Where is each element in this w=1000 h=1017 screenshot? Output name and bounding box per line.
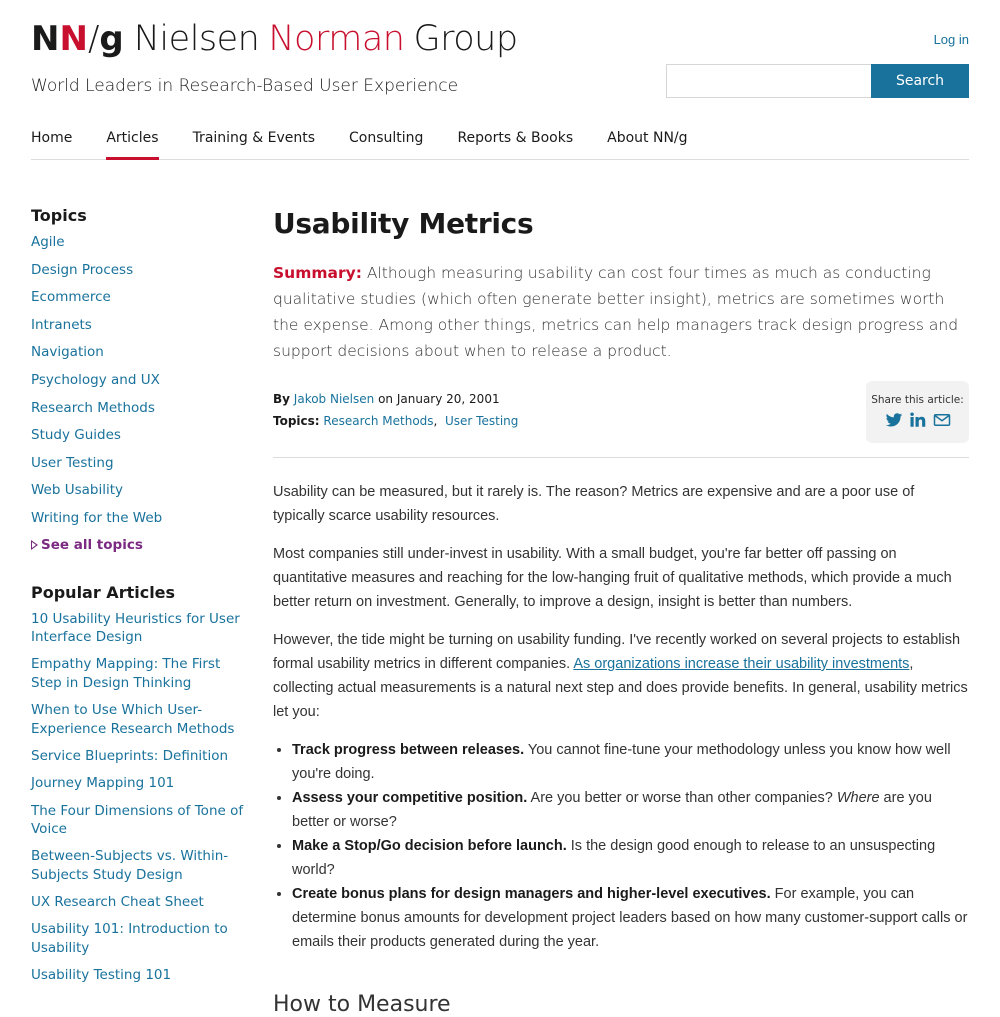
topic-link-research-methods[interactable]: Research Methods bbox=[31, 399, 155, 416]
topic-link-web-usability[interactable]: Web Usability bbox=[31, 482, 124, 499]
topic-link-writing-web[interactable]: Writing for the Web bbox=[31, 509, 163, 526]
see-all-topics-link[interactable]: See all topics bbox=[31, 537, 246, 553]
popular-article-link[interactable]: Service Blueprints: Definition bbox=[31, 747, 229, 764]
topic-link-user-testing[interactable]: User Testing bbox=[31, 454, 114, 471]
publish-date: on January 20, 2001 bbox=[374, 392, 500, 406]
logo-word-group: Group bbox=[413, 19, 518, 59]
topics-heading: Topics bbox=[31, 206, 87, 225]
topic-link-design-process[interactable]: Design Process bbox=[31, 261, 134, 278]
nav-item-reports-books[interactable]: Reports & Books bbox=[457, 130, 574, 146]
search-button[interactable]: Search bbox=[871, 64, 969, 98]
popular-article-link[interactable]: Usability Testing 101 bbox=[31, 967, 172, 984]
nav-item-about[interactable]: About NN/g bbox=[607, 130, 688, 146]
login-link[interactable]: Log in bbox=[933, 32, 969, 47]
site-logo[interactable] bbox=[31, 18, 527, 60]
summary-text: Although measuring usability can cost four times as much as conducting qualitative studies (which often generate better insight), metrics are sometimes worth the expense. Among other things, metrics can help managers track design progress and support decisions about when to release a product. bbox=[273, 264, 959, 360]
list-item: • Assess your competitive position. Are you better or worse than other companies? Where are you better or worse? bbox=[292, 786, 969, 834]
share-box bbox=[866, 381, 969, 443]
list-item: • Make a Stop/Go decision before launch. Is the design good enough to release to an unsuspecting world? bbox=[292, 834, 969, 882]
nav-item-training-events[interactable]: Training & Events bbox=[192, 130, 316, 146]
main-nav bbox=[31, 122, 969, 160]
topic-link-study-guides[interactable]: Study Guides bbox=[31, 427, 121, 444]
popular-article-link[interactable]: Usability 101: Introduction to Usability bbox=[31, 921, 228, 956]
paragraph-1: Usability can be measured, but it rarely is. The reason? Metrics are expensive and are a poor use of typically scarce usability resources. bbox=[273, 484, 915, 524]
metrics-benefits-list bbox=[273, 738, 969, 954]
article-topics: Topics: Research Methods, User Testing bbox=[273, 414, 519, 428]
article-title: Usability Metrics bbox=[273, 207, 534, 240]
article bbox=[273, 206, 969, 1017]
topic-link-ecommerce[interactable]: Ecommerce bbox=[31, 289, 111, 306]
paragraph-3: However, the tide might be turning on usability funding. I've recently worked on several projects to establish formal usability metrics in different companies. As organizations increase their usability investments, collecting actual measurements is a natural next step and does provide benefits. In general, usability metrics let you: bbox=[273, 632, 968, 720]
section-heading-how-to-measure: How to Measure bbox=[273, 992, 451, 1017]
topic-link-agile[interactable]: Agile bbox=[31, 234, 65, 250]
popular-article-link[interactable]: Between-Subjects vs. Within-Subjects Study Design bbox=[31, 848, 229, 883]
popular-article-link[interactable]: When to Use Which User-Experience Research Methods bbox=[31, 702, 235, 737]
byline: By Jakob Nielsen on January 20, 2001 bbox=[273, 392, 500, 406]
tagline: World Leaders in Research-Based User Experience bbox=[31, 76, 459, 96]
search-input[interactable] bbox=[666, 64, 872, 98]
share-label: Share this article: bbox=[871, 394, 964, 406]
logo-word-nielsen: Nielsen bbox=[133, 19, 260, 59]
topic-link-intranets[interactable]: Intranets bbox=[31, 316, 92, 333]
popular-article-link[interactable]: 10 Usability Heuristics for User Interface Design bbox=[31, 610, 240, 646]
summary-label: Summary: bbox=[273, 264, 362, 282]
nng-logo-mark: NN/g bbox=[31, 19, 124, 59]
topics-list bbox=[31, 233, 246, 527]
popular-articles-heading: Popular Articles bbox=[31, 582, 176, 602]
email-icon[interactable] bbox=[933, 411, 951, 429]
logo-word-norman: Norman bbox=[268, 19, 405, 59]
popular-article-link[interactable]: The Four Dimensions of Tone of Voice bbox=[31, 802, 244, 838]
divider bbox=[273, 457, 969, 458]
site-header bbox=[31, 18, 969, 108]
popular-article-link[interactable]: UX Research Cheat Sheet bbox=[31, 894, 204, 911]
topic-tag-research-methods[interactable]: Research Methods bbox=[323, 414, 434, 428]
linkedin-icon[interactable] bbox=[909, 411, 927, 429]
usability-investments-link[interactable]: As organizations increase their usability investments bbox=[573, 656, 910, 672]
article-summary bbox=[273, 260, 969, 364]
nav-item-articles[interactable]: Articles bbox=[106, 122, 158, 159]
author-link[interactable]: Jakob Nielsen bbox=[293, 392, 375, 406]
list-item: • Create bonus plans for design managers and higher-level executives. For example, you can determine bonus amounts for development project leaders based on how many customer-support calls or emails their products generated during the year. bbox=[292, 882, 969, 954]
list-item: • Track progress between releases. You cannot fine-tune your methodology unless you know how well you're doing. bbox=[292, 738, 969, 786]
triangle-right-icon bbox=[31, 540, 38, 550]
sidebar bbox=[31, 206, 246, 994]
article-meta bbox=[273, 388, 969, 450]
popular-articles-list bbox=[31, 610, 246, 985]
nav-item-consulting[interactable]: Consulting bbox=[349, 130, 424, 146]
topic-link-psychology-ux[interactable]: Psychology and UX bbox=[31, 371, 160, 388]
popular-article-link[interactable]: Journey Mapping 101 bbox=[31, 775, 175, 792]
twitter-icon[interactable] bbox=[885, 411, 903, 429]
topic-tag-user-testing[interactable]: User Testing bbox=[445, 414, 519, 428]
paragraph-2: Most companies still under-invest in usability. With a small budget, you're far better off passing on quantitative measures and reaching for the low-hanging fruit of qualitative methods, which provide a much better return on investment. Generally, to improve a design, insight is better than numbers. bbox=[273, 546, 952, 610]
topic-link-navigation[interactable]: Navigation bbox=[31, 344, 104, 361]
nav-item-home[interactable]: Home bbox=[31, 130, 73, 146]
popular-article-link[interactable]: Empathy Mapping: The First Step in Design Thinking bbox=[31, 656, 221, 691]
